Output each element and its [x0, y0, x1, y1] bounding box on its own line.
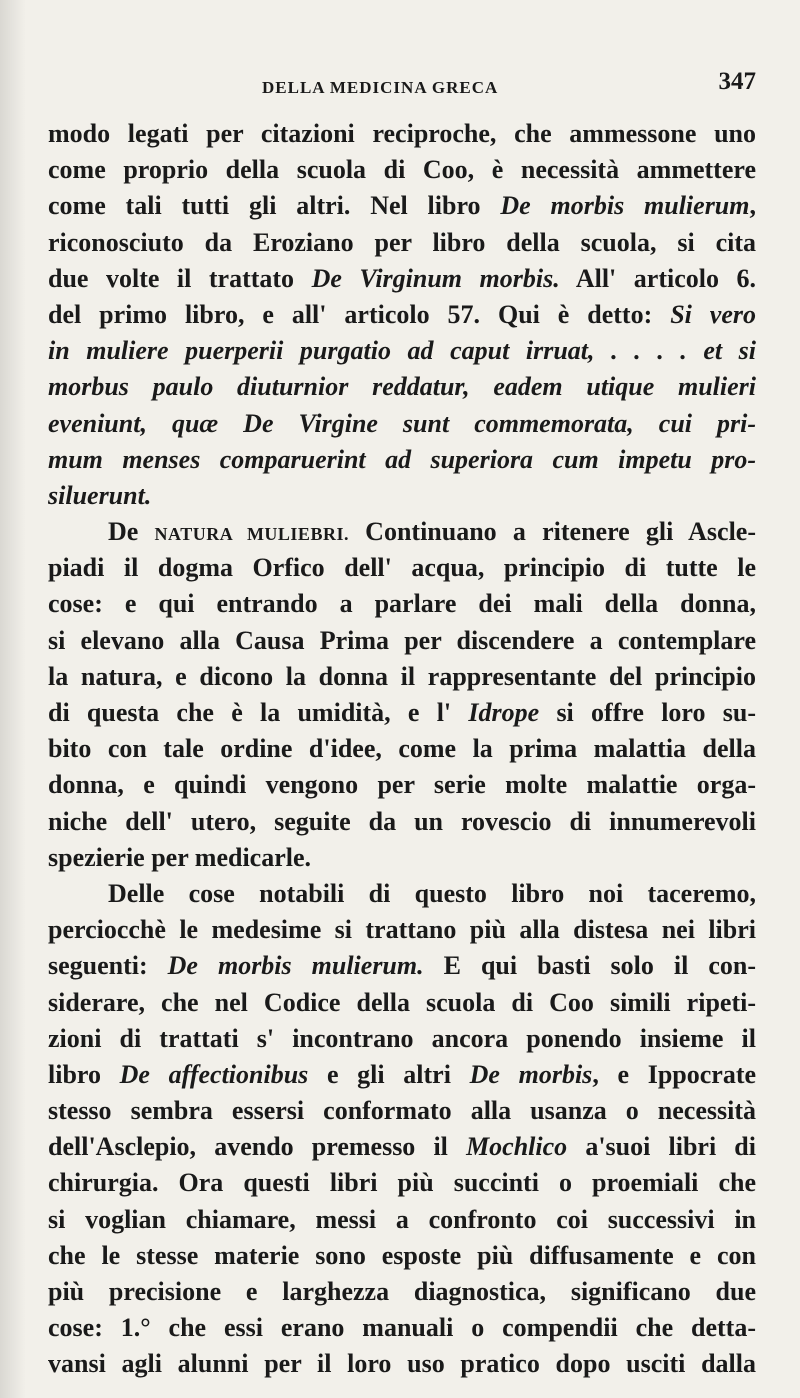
running-title: DELLA MEDICINA GRECA — [262, 78, 499, 97]
text-line — [48, 297, 756, 333]
text-segment: E qui basti solo il con- — [423, 951, 756, 981]
italic-text: De affectionibus — [119, 1059, 309, 1089]
text-segment: si offre loro su- — [539, 698, 756, 727]
text-line — [48, 1021, 756, 1057]
text-line — [48, 333, 756, 369]
text-line — [48, 116, 756, 152]
body-text — [48, 116, 756, 1383]
text-line — [48, 1093, 756, 1129]
text-line — [48, 261, 756, 297]
text-line — [48, 659, 756, 695]
text-segment: riconosciuto da Eroziano per libro della scuola, si cita — [48, 227, 756, 257]
text-segment: vansi agli alunni per il loro uso pratico dopo usciti dalla — [48, 1349, 756, 1379]
italic-text: Mochlico — [466, 1132, 568, 1162]
text-segment: come proprio della scuola di Coo, è necessità ammettere — [48, 155, 756, 185]
text-line — [48, 623, 756, 659]
text-line — [48, 514, 756, 550]
text-line — [48, 586, 756, 622]
text-line — [48, 1129, 756, 1165]
italic-text: De Virginum morbis. — [311, 263, 560, 293]
text-line — [48, 550, 756, 586]
text-segment: modo legati per citazioni reciproche, che ammessone uno — [48, 119, 756, 148]
text-segment: Continuano a ritenere gli Ascle- — [348, 517, 756, 547]
text-segment: più precisione e larghezza diagnostica, significano due — [48, 1277, 756, 1306]
text-segment: niche dell' utero, seguite da un rovescio di innumerevoli — [48, 806, 756, 836]
text-segment: dell'Asclepio, avendo premesso il — [48, 1132, 467, 1162]
text-segment: siderare, che nel Codice della scuola di Coo simili ripeti- — [48, 987, 756, 1017]
page-number: 347 — [718, 68, 756, 95]
text-line — [48, 1238, 756, 1274]
text-segment: zioni di trattati s' incontrano ancora ponendo insieme il — [48, 1023, 756, 1053]
text-line — [48, 876, 756, 912]
running-head — [48, 68, 756, 108]
text-line — [48, 695, 756, 731]
italic-text: mum menses comparuerint ad superiora cum impetu pro- — [48, 444, 756, 474]
text-line — [48, 1346, 756, 1382]
text-segment: cose: e qui entrando a parlare dei mali della donna, — [48, 589, 756, 619]
italic-text: Idrope — [468, 698, 540, 727]
text-line — [48, 767, 756, 803]
text-line — [48, 188, 756, 224]
italic-text: in muliere puerperii purgatio ad caput irruat, . . . . et si — [48, 336, 756, 366]
text-segment: libro — [48, 1059, 120, 1089]
text-segment: si elevano alla Causa Prima per discendere a contemplare — [48, 625, 756, 655]
text-segment: e gli altri — [308, 1059, 470, 1089]
text-segment: che le stesse materie sono esposte più diffusamente e con — [48, 1240, 756, 1270]
text-segment: del primo libro, e all' articolo 57. Qui è detto: — [48, 299, 671, 329]
text-segment: All' articolo 6. — [559, 263, 756, 293]
text-line — [48, 225, 756, 261]
text-line — [48, 731, 756, 767]
text-segment: spezierie per medicarle. — [48, 842, 312, 872]
text-segment: come tali tutti gli altri. Nel libro — [48, 191, 501, 221]
text-segment: a'suoi libri di — [567, 1132, 756, 1162]
text-line — [48, 840, 756, 876]
italic-text: Si vero — [670, 299, 756, 329]
text-segment: seguenti: — [48, 951, 168, 981]
text-line — [48, 948, 756, 984]
text-line — [48, 912, 756, 948]
text-segment: bito con tale ordine d'idee, come la prima malattia della — [48, 734, 756, 764]
text-segment: Delle cose notabili di questo libro noi taceremo, — [108, 878, 756, 908]
text-line — [48, 1274, 756, 1310]
italic-text: De morbis mulierum — [500, 191, 750, 221]
text-segment: di questa che è la umidità, e l' — [48, 698, 469, 727]
text-segment: due volte il trattato — [48, 263, 312, 293]
text-line — [48, 406, 756, 442]
text-segment: si voglian chiamare, messi a confronto coi successivi in — [48, 1204, 756, 1234]
text-line — [48, 1165, 756, 1201]
text-line — [48, 442, 756, 478]
italic-text: siluerunt. — [48, 480, 152, 510]
text-line — [48, 152, 756, 188]
text-line — [48, 369, 756, 405]
text-segment: NATURA MULIEBRI. — [154, 524, 349, 545]
text-segment: la natura, e dicono la donna il rappresentante del principio — [48, 661, 756, 691]
text-segment: perciocchè le medesime si trattano più alla distesa nei libri — [48, 915, 756, 945]
text-segment: De — [108, 517, 155, 547]
italic-text: De morbis — [469, 1059, 593, 1089]
text-line — [48, 478, 756, 514]
text-line — [48, 804, 756, 840]
text-segment: , e Ippocrate — [592, 1059, 756, 1089]
text-segment: chirurgia. Ora questi libri più succinti o proemiali che — [48, 1168, 756, 1198]
italic-text: De morbis mulierum. — [167, 951, 424, 981]
text-line — [48, 1057, 756, 1093]
text-segment: stesso sembra essersi conformato alla usanza o necessità — [48, 1096, 756, 1126]
italic-text: morbus paulo diuturnior reddatur, eadem utique mulieri — [48, 372, 756, 402]
text-segment: piadi il dogma Orfico dell' acqua, principio di tutte le — [48, 553, 756, 583]
text-segment: donna, e quindi vengono per serie molte malattie orga- — [48, 770, 756, 800]
text-line — [48, 1310, 756, 1346]
text-segment: , — [749, 191, 756, 221]
text-segment: cose: 1.° che essi erano manuali o compendii che detta- — [48, 1313, 756, 1343]
text-line — [48, 985, 756, 1021]
text-line — [48, 1202, 756, 1238]
italic-text: eveniunt, quæ De Virgine sunt commemorata, cui pri- — [48, 408, 756, 438]
